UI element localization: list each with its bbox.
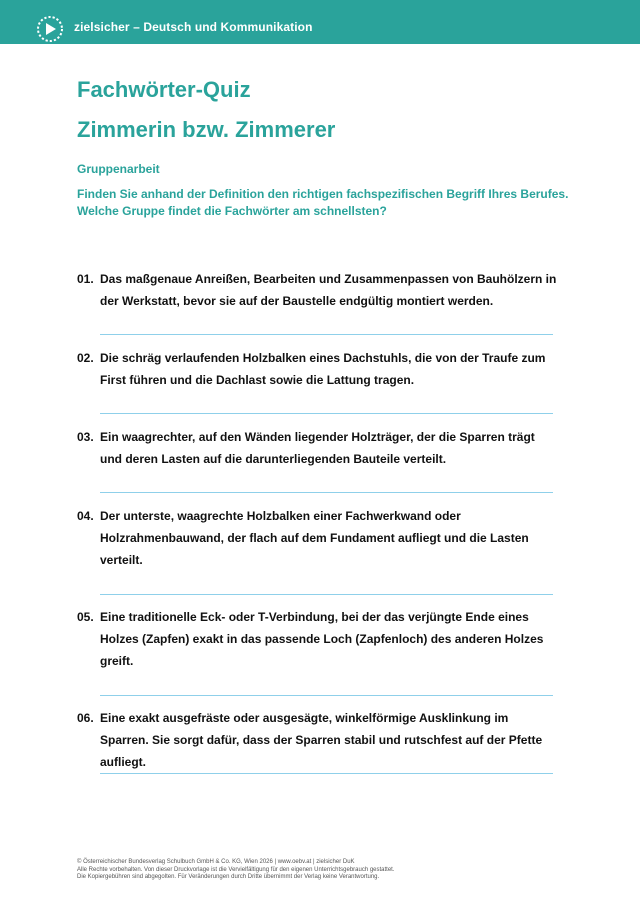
question-item <box>77 707 557 773</box>
answer-line[interactable] <box>100 695 553 696</box>
question-number: 03. <box>77 430 94 444</box>
footer-line: © Österreichischer Bundesverlag Schulbuch GmbH & Co. KG, Wien 2026 | www.oebv.at | zielsicher DuK <box>77 859 355 865</box>
question-text: Der unterste, waagrechte Holzbalken einer Fachwerkwand oder Holzrahmenbauwand, der flach auf dem Fundament aufliegt und die Lasten verteilt. <box>100 509 529 567</box>
header-dotted-edge <box>0 36 640 50</box>
question-text: Eine exakt ausgefräste oder ausgesägte, winkelförmige Ausklinkung im Sparren. Sie sorgt dafür, dass der Sparren stabil und rutschfest auf der Pfette aufliegt. <box>100 711 543 769</box>
brand-title: zielsicher – Deutsch und Kommunikation <box>74 20 313 34</box>
footer-line: Die Kopiergebühren sind abgegolten. Für Veränderungen durch Dritte übernimmt der Verlag keine Verantwortung. <box>77 874 380 880</box>
question-item <box>77 347 557 391</box>
question-number: 06. <box>77 711 94 725</box>
question-item <box>77 606 557 672</box>
play-circle-icon <box>36 15 64 43</box>
answer-line[interactable] <box>100 492 553 493</box>
question-text: Die schräg verlaufenden Holzbalken eines Dachstuhls, die von der Traufe zum First führen und die Dachlast sowie die Lattung tragen. <box>100 351 546 387</box>
question-text: Ein waagrechter, auf den Wänden liegender Holzträger, der die Sparren trägt und deren Lasten auf die darunterliegenden Bauteile verteilt. <box>100 430 535 466</box>
footer-line: Alle Rechte vorbehalten. Von dieser Druckvorlage ist die Vervielfältigung für den eigenen Unterrichtsgebrauch gestattet. <box>77 866 395 873</box>
page-subtitle: Zimmerin bzw. Zimmerer <box>77 117 336 142</box>
question-text: Eine traditionelle Eck- oder T-Verbindung, bei der das verjüngte Ende eines Holzes (Zapfen) exakt in das passende Loch (Zapfenloch) des anderen Holzes greift. <box>100 610 544 668</box>
answer-line[interactable] <box>100 773 553 774</box>
footer-copyright <box>77 859 395 882</box>
section-heading: Gruppenarbeit <box>77 162 160 176</box>
instructions: Finden Sie anhand der Definition den richtigen fachspezifischen Begriff Ihres Berufes. Welche Gruppe findet die Fachwörter am schnellsten? <box>77 187 569 218</box>
question-number: 04. <box>77 509 94 523</box>
question-number: 01. <box>77 272 94 286</box>
answer-line[interactable] <box>100 334 553 335</box>
question-item <box>77 426 557 470</box>
answer-line[interactable] <box>100 413 553 414</box>
answer-line[interactable] <box>100 594 553 595</box>
question-item <box>77 505 557 571</box>
question-item <box>77 268 557 312</box>
question-number: 05. <box>77 610 94 624</box>
page-title: Fachwörter-Quiz <box>77 77 251 102</box>
question-number: 02. <box>77 351 94 365</box>
question-text: Das maßgenaue Anreißen, Bearbeiten und Zusammenpassen von Bauhölzern in der Werkstatt, bevor sie auf der Baustelle endgültig montiert werden. <box>100 272 557 308</box>
